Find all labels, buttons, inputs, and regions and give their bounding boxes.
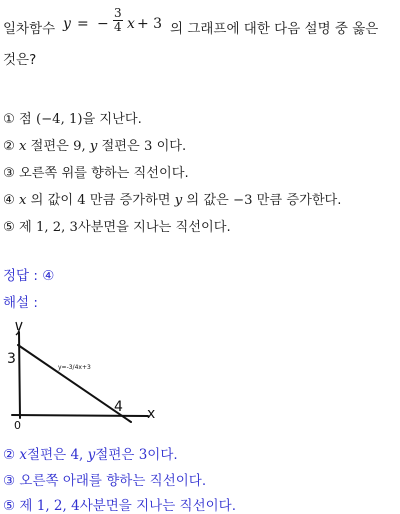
option-2-x: x — [19, 139, 27, 154]
option-4-n1: 4 — [77, 193, 86, 208]
option-1 — [3, 108, 142, 127]
option-1-text-a: 점 — [19, 112, 32, 127]
option-5 — [3, 216, 231, 235]
fraction-numerator: 3 — [114, 6, 122, 20]
question-prefix: 일차함수 — [3, 21, 56, 37]
option-1-mark: ① — [3, 112, 15, 127]
option-2-n2: 3 — [143, 139, 153, 154]
solution-1-t3: 이다. — [147, 447, 178, 463]
option-2-text-c: 이다. — [156, 139, 187, 154]
graph-sketch — [0, 318, 175, 430]
option-5-text-b: 사분면을 지나는 직선이다. — [77, 220, 231, 235]
sketch-x-label: x — [147, 406, 156, 422]
option-4-x: x — [19, 193, 27, 208]
option-4-text-b: 만큼 증가하면 — [89, 193, 171, 208]
sketch-y-intercept: 3 — [7, 351, 16, 367]
solution-3-mark: ⑤ — [3, 498, 16, 514]
answer-label: 정답 : ④ — [3, 268, 55, 284]
question-line-1 — [3, 6, 399, 41]
option-2-mark: ② — [3, 139, 15, 154]
option-2-text-b: 절편은 — [101, 139, 140, 154]
option-4-text-c: 의 값은 — [186, 193, 229, 208]
sketch-y-label: y — [14, 329, 15, 330]
option-3 — [3, 162, 189, 181]
solution-1 — [3, 443, 178, 463]
solution-3-t2: 사분면을 지나는 직선이다. — [79, 498, 237, 514]
slope-fraction — [113, 7, 123, 34]
func-minus: − — [97, 16, 109, 32]
solution-2 — [3, 469, 206, 489]
option-5-mark: ⑤ — [3, 220, 15, 235]
solution-1-x: x — [19, 447, 28, 463]
option-2-n1: 9, — [73, 139, 86, 154]
solution-1-y: y — [87, 447, 96, 463]
solution-1-t1: 절편은 — [27, 447, 67, 463]
solution-1-t2: 절편은 — [95, 447, 135, 463]
sketch-x-intercept: 4 — [114, 399, 123, 415]
option-1-text-b: 을 지난다. — [82, 112, 142, 127]
option-3-text: 오른쪽 위를 향하는 직선이다. — [19, 166, 189, 181]
option-4 — [3, 189, 342, 208]
func-constant: + 3 — [137, 16, 163, 32]
option-1-point: (−4, 1) — [35, 112, 83, 127]
solution-1-mark: ② — [3, 447, 16, 463]
solution-3-t1: 제 — [19, 498, 33, 514]
solution-2-text: 오른쪽 아래를 향하는 직선이다. — [19, 473, 207, 489]
option-4-mark: ④ — [3, 193, 15, 208]
option-4-y: y — [174, 193, 183, 208]
solution-1-n1: 4, — [70, 447, 84, 463]
option-5-text-a: 제 — [19, 220, 32, 235]
question-line-2: 것은? — [3, 52, 37, 68]
fraction-denominator: 4 — [114, 20, 122, 34]
func-eq: = — [77, 16, 89, 32]
question-suffix: 의 그래프에 대한 다음 설명 중 옳은 — [170, 21, 379, 37]
option-3-mark: ③ — [3, 166, 15, 181]
option-5-nums: 1, 2, 3 — [35, 220, 78, 235]
sketch-x-axis — [12, 415, 148, 416]
option-2-y: y — [89, 139, 98, 154]
func-y: y — [63, 16, 71, 32]
option-4-text-d: 만큼 증가한다. — [256, 193, 342, 208]
solution-3-nums: 1, 2, 4 — [36, 498, 80, 514]
solution-1-n2: 3 — [138, 447, 148, 463]
solution-2-mark: ③ — [3, 473, 16, 489]
option-4-n2: −3 — [233, 193, 253, 208]
solution-3 — [3, 494, 236, 514]
func-x: x — [127, 16, 135, 32]
sketch-line-label: y=-3/4x+3 — [58, 364, 91, 371]
option-2 — [3, 135, 186, 154]
explanation-label: 해설 : — [3, 295, 38, 311]
option-2-text-a: 절편은 — [30, 139, 69, 154]
sketch-origin: 0 — [14, 419, 21, 430]
option-4-text-a: 의 값이 — [30, 193, 74, 208]
